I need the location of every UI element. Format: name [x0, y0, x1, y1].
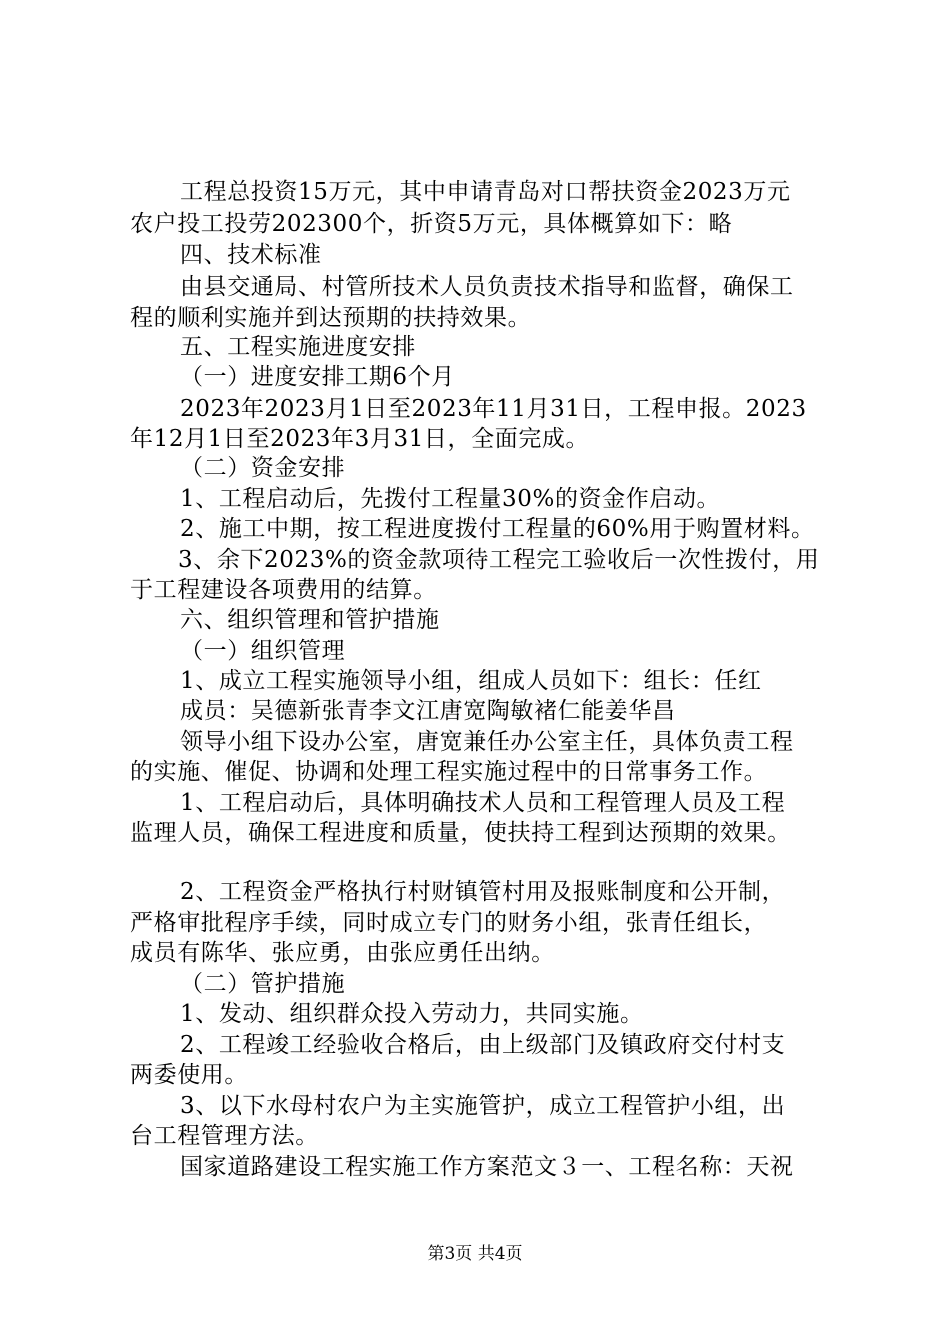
paragraph-line: 领导小组下设办公室，唐宽兼任办公室主任，具体负责工程	[180, 729, 794, 755]
paragraph-line: 1、成立工程实施领导小组，组成人员如下：组长：任红	[180, 668, 762, 694]
paragraph-line: 程的顺利实施并到达预期的扶持效果。	[130, 305, 532, 331]
paragraph-line: 工程总投资15万元，其中申请青岛对口帮扶资金2023万元	[180, 179, 791, 205]
paragraph-line: 严格审批程序手续，同时成立专门的财务小组，张青任组长，	[130, 910, 768, 936]
subsection-heading: （一）组织管理	[180, 638, 346, 664]
paragraph-line: 国家道路建设工程实施工作方案范文３一、工程名称：天祝	[180, 1154, 794, 1180]
paragraph-line: 1、发动、组织群众投入劳动力，共同实施。	[180, 1001, 644, 1027]
paragraph-line: 由县交通局、村管所技术人员负责技术指导和监督，确保工	[180, 274, 794, 300]
paragraph-line: 于工程建设各项费用的结算。	[130, 577, 437, 603]
section-heading: 六、组织管理和管护措施	[180, 607, 440, 633]
page-number-footer: 第3页 共4页	[427, 1244, 523, 1264]
subsection-heading: （一）进度安排工期6个月	[180, 364, 455, 390]
paragraph-line: 3、余下2023%的资金款项待工程完工验收后一次性拨付，用	[178, 547, 820, 573]
paragraph-line: 3、以下水母村农户为主实施管护，成立工程管护小组，出	[180, 1093, 786, 1119]
paragraph-line: 1、工程启动后，先拨付工程量30%的资金作启动。	[180, 486, 721, 512]
paragraph-line: 的实施、催促、协调和处理工程实施过程中的日常事务工作。	[130, 759, 768, 785]
paragraph-line: 成员有陈华、张应勇，由张应勇任出纳。	[130, 940, 555, 966]
paragraph-line: 台工程管理方法。	[130, 1123, 319, 1149]
paragraph-line: 成员：吴德新张青李文江唐宽陶敏褚仁能姜华昌	[180, 698, 676, 724]
paragraph-line: 2、施工中期，按工程进度拨付工程量的60%用于购置材料。	[180, 516, 815, 542]
paragraph-line: 2、工程资金严格执行村财镇管村用及报账制度和公开制，	[180, 879, 786, 905]
subsection-heading: （二）管护措施	[180, 971, 346, 997]
paragraph-line: 农户投工投劳202300个，折资5万元，具体概算如下：略	[130, 211, 733, 237]
paragraph-line: 2023年2023月1日至2023年11月31日，工程申报。2023	[180, 396, 807, 422]
section-heading: 五、工程实施进度安排	[180, 334, 416, 360]
paragraph-line: 1、工程启动后，具体明确技术人员和工程管理人员及工程	[180, 790, 786, 816]
section-heading: 四、技术标准	[180, 242, 322, 268]
paragraph-line: 2、工程竣工经验收合格后，由上级部门及镇政府交付村支	[180, 1032, 786, 1058]
paragraph-line: 监理人员，确保工程进度和质量，使扶持工程到达预期的效果。	[130, 820, 791, 846]
paragraph-line: 年12月1日至2023年3月31日，全面完成。	[130, 426, 590, 452]
paragraph-line: 两委使用。	[130, 1062, 248, 1088]
subsection-heading: （二）资金安排	[180, 455, 346, 481]
